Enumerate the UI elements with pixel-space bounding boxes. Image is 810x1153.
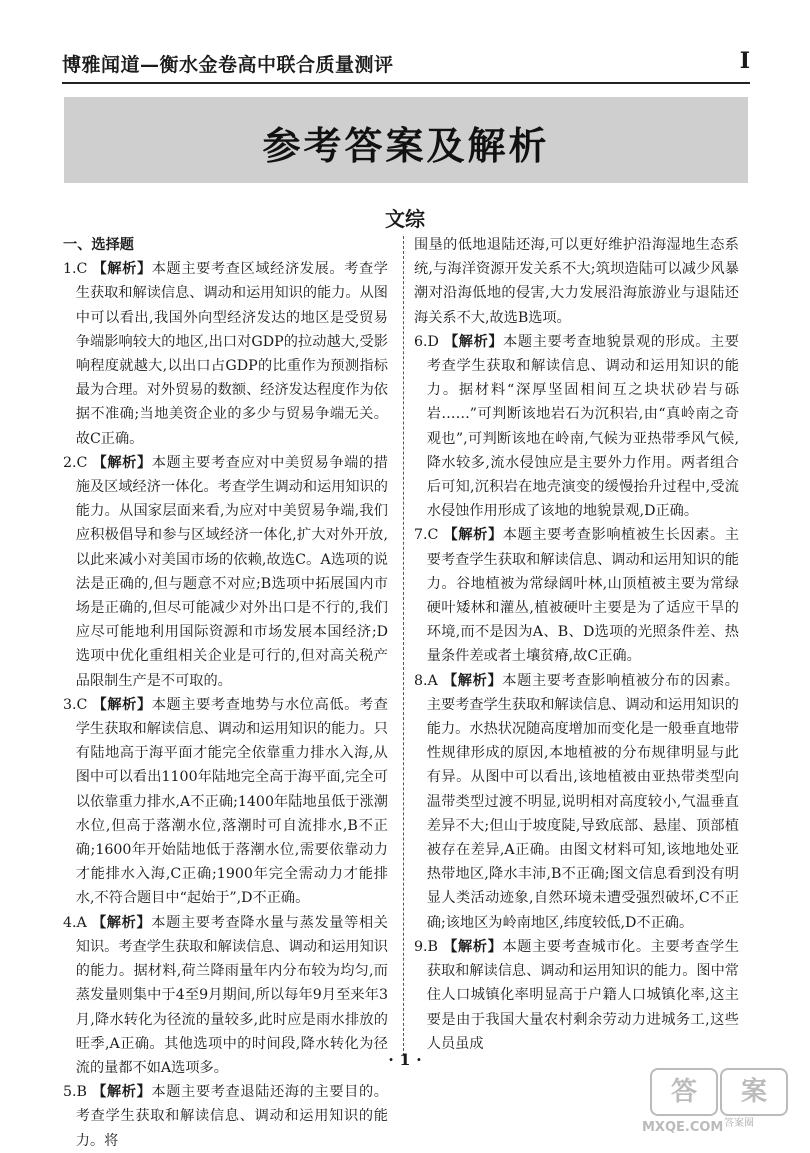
answer-number: 6.D — [414, 333, 439, 350]
answer-item — [414, 330, 739, 524]
analysis-tag: 【解析】 — [92, 696, 152, 713]
answer-text: 本题主要考查城市化。主要考查学生获取和解读信息、调动和运用知识的能力。图中常住人口城镇化率明显高于户籍人口城镇化率,这主要是由于我国大量农村剩余劳动力进城务工,这些人员虽成 — [426, 938, 739, 1052]
right-column — [414, 233, 739, 1056]
analysis-tag: 【解析】 — [92, 454, 152, 471]
title-banner — [64, 97, 748, 183]
analysis-tag: 【解析】 — [91, 914, 152, 931]
answer-number: 2.C — [63, 454, 88, 471]
answer-text: 本题主要考查影响植被生长因素。主要考查学生获取和解读信息、调动和运用知识的能力。谷地植被为常绿阔叶林,山顶植被主要为常绿硬叶矮林和灌丛,植被硬叶主要是为了适应干旱的环境,而不是因为A、B、D选项的光照条件差、热量条件差或者土壤贫瘠,故C正确。 — [426, 527, 739, 665]
answer-text: 本题主要考查影响植被分布的因素。主要考查学生获取和解读信息、调动和运用知识的能力。水热状况随高度增加而变化是一般垂直地带性规律形成的原因,本地植被的分布规律明显与此有异。从图中可以看出,该地植被由亚热带类型向温带类型过渡不明显,说明相对高度较小,气温垂直差异不大;但山于坡度陡,导致底部、悬崖、顶部植被存在差异,A正确。由图文材料可知,该地地处亚热带地区,降水丰沛,B不正确;图文信息看到没有明显人类活动迹象,自然环境未遭受强烈破坏,C不正确;该地区为岭南地区,纬度较低,D不正确。 — [426, 672, 739, 931]
answer-number: 7.C — [414, 527, 439, 544]
header-page-number: I — [739, 48, 750, 74]
column-divider — [403, 236, 404, 1056]
answer-text: 本题主要考查地貌景观的形成。主要考查学生获取和解读信息、调动和运用知识的能力。据材料“深厚坚固相间互之块状砂岩与砾岩……”可判断该地岩石为沉积岩,由“真岭南之奇观也”,可判断该地在岭南,气候为亚热带季风气候,降水较多,流水侵蚀应是主要外力作用。两者组合后可知,沉积岩在地壳演变的缓慢抬升过程中,受流水侵蚀作用形成了该地的地貌景观,D正确。 — [426, 333, 739, 520]
answer-number: 3.C — [63, 696, 88, 713]
subject-heading: 文综 — [385, 207, 425, 231]
answer-item — [63, 1080, 388, 1153]
answer-number: 9.B — [414, 938, 438, 955]
page-header — [62, 44, 750, 84]
answer-item — [63, 257, 388, 451]
watermark-char-2: 案 — [720, 1068, 788, 1116]
answer-item — [414, 523, 739, 668]
analysis-tag: 【解析】 — [92, 1084, 152, 1101]
page-number: · 1 · — [388, 1050, 422, 1069]
answer-number: 8.A — [414, 672, 438, 689]
analysis-tag: 【解析】 — [92, 261, 152, 278]
analysis-tag: 【解析】 — [443, 527, 503, 544]
answer-item — [414, 935, 739, 1056]
answer-text: 本题主要考查降水量与蒸发量等相关知识。考查学生获取和解读信息、调动和运用知识的能力。据材料,荷兰降雨量年内分布较为均匀,而蒸发量则集中于4至9月期间,所以每年9月至来年3月,降水转化为径流的量较多,此时应是雨水排放的旺季,A正确。其他选项中的时间段,降水转化为径流的量都不如A选项多。 — [75, 914, 388, 1076]
watermark-char-1: 答 — [650, 1068, 718, 1116]
answer-number: 5.B — [63, 1084, 87, 1101]
answer-text: 本题主要考查应对中美贸易争端的措施及区域经济一体化。考查学生调动和运用知识的能力。从国家层面来看,为应对中美贸易争端,我们应积极倡导和参与区域经济一体化,扩大对外开放,以此来减小对美国市场的依赖,故选C。A选项的说法是正确的,但与题意不对应;B选项中拓展国内市场是正确的,但尽可能减少对外出口是不行的,我们应尽可能地利用国际资源和市场发展本国经济;D选项中优化重组相关企业是可行的,但对高关税产品限制生产是不可取的。 — [75, 454, 388, 689]
answer-item — [414, 669, 739, 935]
answer-number: 4.A — [63, 914, 87, 931]
watermark-logo — [642, 1068, 800, 1135]
analysis-tag: 【解析】 — [444, 333, 504, 350]
answer-text: 围垦的低地退陆还海,可以更好维护沿海湿地生态系统,与海洋资源开发关系不大;筑坝造陆可以减少风暴潮对沿海低地的侵害,大力发展沿海旅游业与退陆还海关系不大,故选B选项。 — [414, 237, 739, 326]
banner-title: 参考答案及解析 — [262, 123, 550, 168]
answer-item — [63, 693, 388, 911]
answer-text: 本题主要考查地势与水位高低。考查学生获取和解读信息、调动和运用知识的能力。只有陆地高于海平面才能完全依靠重力排水入海,从图中可以看出1100年陆地完全高于海平面,完全可以依靠重力排水,A不正确;1400年陆地虽低于涨潮水位,但高于落潮水位,落潮时可自流排水,B不正确;1600年开始陆地低于落潮水位,需要依靠动力才能排水入海,C正确;1900年完全需动力才能排水,不符合题目中“起始于”,D不正确。 — [75, 696, 388, 907]
watermark-url: MXQE.COM — [642, 1120, 724, 1135]
section-title: 一、选择题 — [63, 237, 134, 253]
answer-number: 1.C — [63, 261, 88, 278]
header-title: 博雅闻道—衡水金卷高中联合质量测评 — [62, 54, 394, 76]
analysis-tag: 【解析】 — [443, 938, 503, 955]
answer-text: 本题主要考查区域经济发展。考查学生获取和解读信息、调动和运用知识的能力。从图中可以看出,我国外向型经济发达的地区是受贸易争端影响较大的地区,出口对GDP的拉动越大,受影响程度就越大,以出口占GDP的比重作为预测指标最为合理。对外贸易的数额、经济发达程度作为依据不准确;当地美资企业的多少与贸易争端无关。故C正确。 — [75, 261, 388, 447]
analysis-tag: 【解析】 — [442, 672, 503, 689]
answer-item — [414, 233, 739, 330]
answer-item — [63, 451, 388, 693]
answer-text: 本题主要考查退陆还海的主要目的。考查学生获取和解读信息、调动和运用知识的能力。将 — [75, 1084, 388, 1149]
left-column — [63, 233, 388, 1153]
watermark-sub: 答案圈 — [724, 1118, 754, 1129]
